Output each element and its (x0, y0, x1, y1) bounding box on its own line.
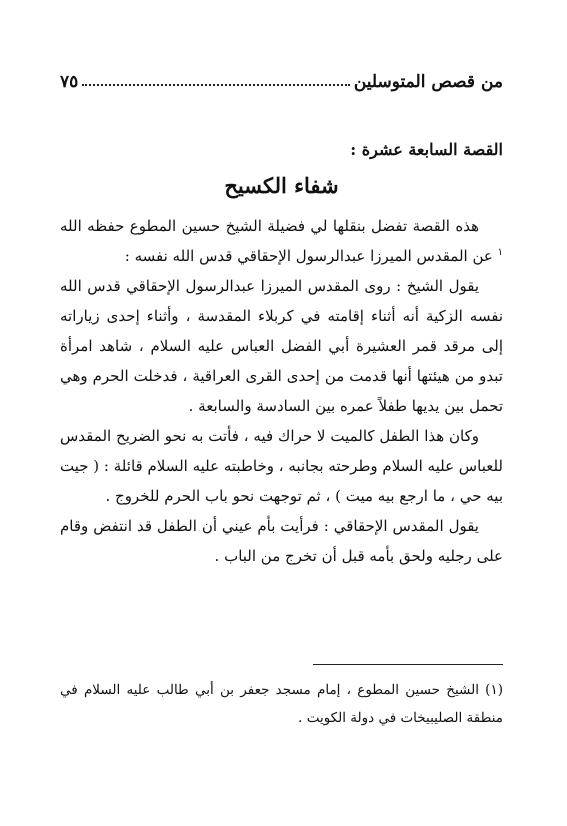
paragraph-1 (60, 211, 503, 271)
paragraph-2 (60, 271, 503, 421)
footnote-1: (١) الشيخ حسين المطوع ، إمام مسجد جعفر بن أبي طالب عليه السلام في منطقة الصليبيخات في دولة الكويت . (60, 682, 503, 726)
page-number: ٧٥ (60, 72, 79, 92)
paragraph-3 (60, 421, 503, 511)
paragraph-3-text: وكان هذا الطفل كالميت لا حراك فيه ، فأتت به نحو الضريح المقدس للعباس عليه السلام وطرحته بجانبه ، وخاطبته عليه السلام قائلة : ( جيت بيه حي ، ما ارجع بيه ميت ) ، ثم توجهت نحو باب الحرم للخروج . (60, 427, 503, 505)
story-title: شفاء الكسيح (224, 173, 339, 198)
paragraph-4 (60, 511, 503, 571)
dot-leader (82, 84, 350, 86)
paragraph-4-text: يقول المقدس الإحقاقي : فرأيت بأم عيني أن الطفل قد انتفض وقام على رجليه ولحق بأمه قبل أن تخرج من الباب . (60, 517, 503, 565)
paragraph-2-text: يقول الشيخ : روى المقدس الميرزا عبدالرسول الإحقاقي قدس الله نفسه الزكية أنه أثناء إقامته في كربلاء المقدسة ، وأثناء إحدى زياراته إلى مرقد قمر العشيرة أبي الفضل العباس عليه السلام ، شاهد امرأة تبدو من هيئتها أنها قدمت من إحدى القرى العراقية ، فدخلت الحرم وهي تحمل بين يديها طفلاً عمره بين السادسة والسابعة . (60, 277, 503, 415)
page-body (60, 135, 503, 571)
paragraph-1-text: هذه القصة تفضل بنقلها لي فضيلة الشيخ حسين المطوع حفظه الله $^١$ عن المقدس الميرزا عبدالرسول الإحقاقي قدس الله نفسه : (60, 217, 503, 265)
footnote-divider (313, 664, 503, 665)
book-title: من قصص المتوسلين (353, 72, 503, 92)
story-label: القصة السابعة عشرة : (350, 140, 503, 159)
footnote-marker: ١ (497, 247, 503, 258)
page-header (60, 62, 503, 92)
footnotes (60, 676, 503, 732)
